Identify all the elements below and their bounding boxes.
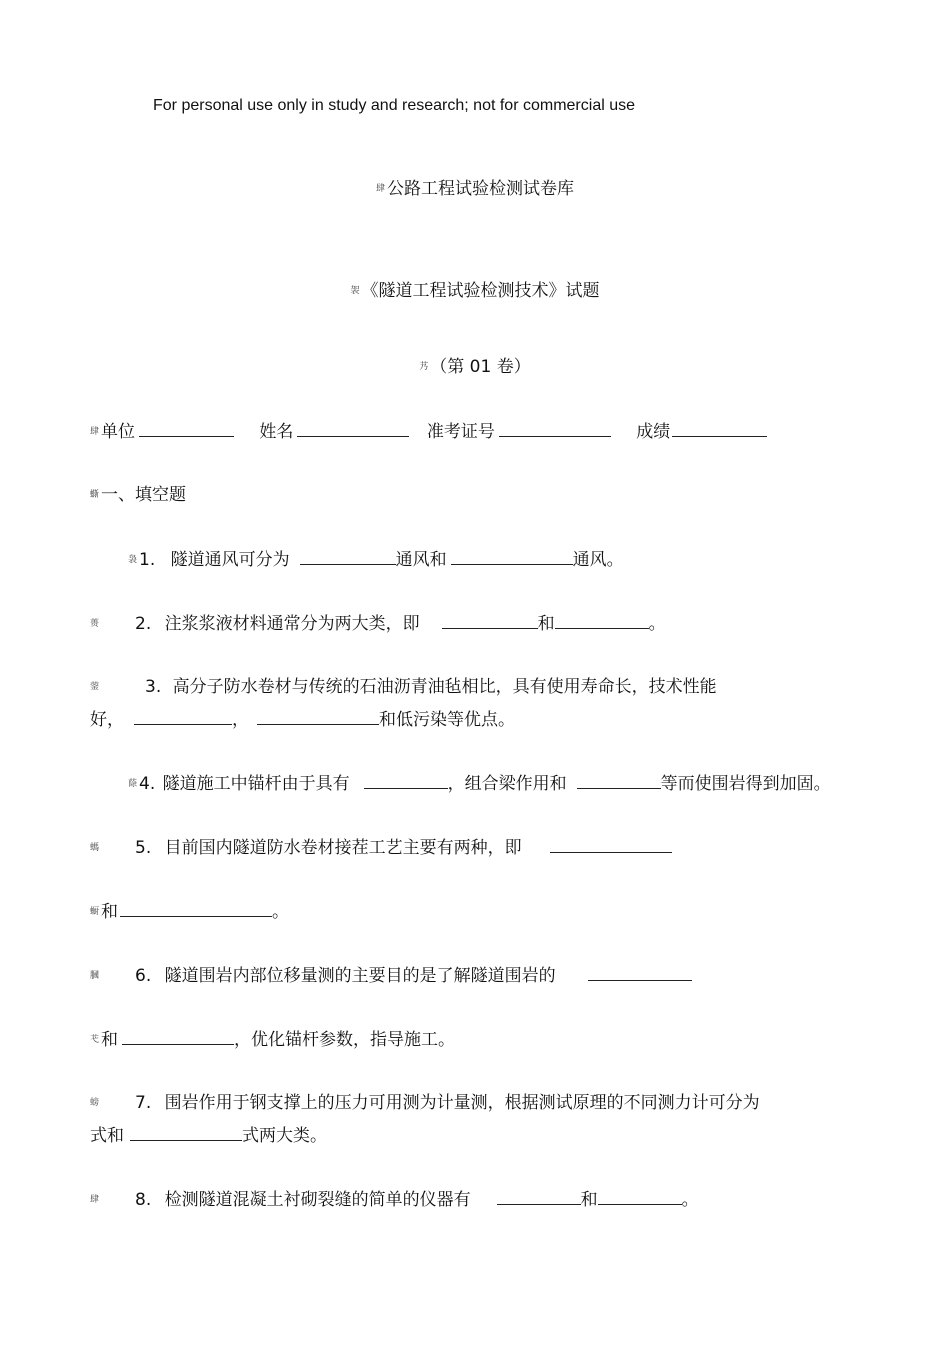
marker-glyph: 肆 xyxy=(375,184,385,194)
question-number: 7. xyxy=(135,1093,152,1113)
question-7 xyxy=(90,1092,760,1114)
section-title: 一、填空题 xyxy=(101,485,187,505)
question-text: 检测隧道混凝土衬砌裂缝的简单的仪器有 xyxy=(164,1190,471,1210)
question-text: ， xyxy=(232,710,249,730)
question-number: 6. xyxy=(135,966,152,986)
marker-glyph: 蟖 xyxy=(90,490,100,500)
question-3 xyxy=(90,676,717,698)
question-number: 5. xyxy=(135,838,152,858)
answer-blank[interactable] xyxy=(122,1028,234,1045)
section-heading xyxy=(90,484,186,506)
answer-blank[interactable] xyxy=(134,708,232,725)
answer-blank[interactable] xyxy=(257,708,379,725)
question-number: 4. xyxy=(139,774,156,794)
question-5 xyxy=(90,836,672,859)
usage-note: For personal use only in study and research; not for commercial use xyxy=(153,97,636,114)
score-label: 成绩 xyxy=(636,422,671,442)
question-text: 。 xyxy=(681,1190,699,1210)
marker-glyph: 蒉 xyxy=(90,619,100,629)
marker-glyph: 袈 xyxy=(350,286,360,296)
question-text: 隧道施工中锚杆由于具有 xyxy=(162,774,350,794)
marker-glyph: 螞 xyxy=(90,843,100,853)
question-text: 等而使围岩得到加固。 xyxy=(660,774,831,794)
question-text: 好， xyxy=(90,710,124,730)
question-text: 隧道通风可分为 xyxy=(170,550,290,570)
library-title xyxy=(0,178,950,200)
marker-glyph: 蟵 xyxy=(90,907,100,917)
name-blank[interactable] xyxy=(297,420,409,437)
answer-blank[interactable] xyxy=(550,836,672,853)
question-text: 通风和 xyxy=(395,550,447,570)
question-text: 和 xyxy=(101,1030,119,1050)
question-text: 围岩作用于钢支撑上的压力可用测为计量测，根据测试原理的不同测力计可分为 xyxy=(164,1093,760,1113)
question-text: 注浆浆液材料通常分为两大类，即 xyxy=(164,614,420,634)
question-text: 。 xyxy=(272,902,290,922)
answer-blank[interactable] xyxy=(577,772,661,789)
volume-label-text: （第 01 卷） xyxy=(430,357,531,377)
unit-label: 单位 xyxy=(101,422,136,442)
name-label: 姓名 xyxy=(259,422,294,442)
question-text: 和 xyxy=(537,614,555,634)
marker-glyph: 肆 xyxy=(90,1195,100,1205)
answer-blank[interactable] xyxy=(598,1188,682,1205)
question-4 xyxy=(128,772,831,795)
answer-blank[interactable] xyxy=(130,1124,242,1141)
volume-label xyxy=(0,356,950,378)
exam-no-blank[interactable] xyxy=(499,420,611,437)
question-1 xyxy=(128,548,624,571)
question-text: ，组合梁作用和 xyxy=(447,774,567,794)
marker-glyph: 芅 xyxy=(90,1035,100,1045)
question-text: 和低污染等优点。 xyxy=(379,710,515,730)
question-number: 1. xyxy=(139,550,156,570)
question-number: 3. xyxy=(145,677,162,697)
question-number: 2. xyxy=(135,614,152,634)
question-7-continued xyxy=(90,1124,327,1147)
answer-blank[interactable] xyxy=(497,1188,581,1205)
exam-title-text: 《隧道工程试验检测技术》试题 xyxy=(361,281,600,301)
exam-title xyxy=(0,280,950,302)
question-8 xyxy=(90,1188,699,1211)
info-row xyxy=(90,420,767,443)
answer-blank[interactable] xyxy=(588,964,692,981)
exam-no-label: 准考证号 xyxy=(426,422,495,442)
question-text: 式两大类。 xyxy=(242,1126,327,1146)
question-text: 和 xyxy=(101,902,119,922)
question-text: 和 xyxy=(580,1190,598,1210)
answer-blank[interactable] xyxy=(364,772,448,789)
question-text: ，优化锚杆参数，指导施工。 xyxy=(234,1030,456,1050)
answer-blank[interactable] xyxy=(555,612,649,629)
question-text: 隧道围岩内部位移量测的主要目的是了解隧道围岩的 xyxy=(164,966,556,986)
question-6-continued xyxy=(90,1028,455,1051)
question-text: 目前国内隧道防水卷材接茬工艺主要有两种，即 xyxy=(164,838,522,858)
unit-blank[interactable] xyxy=(139,420,234,437)
marker-glyph: 膕 xyxy=(90,971,100,981)
question-3-continued xyxy=(90,708,515,731)
answer-blank[interactable] xyxy=(442,612,538,629)
question-text: 。 xyxy=(648,614,666,634)
question-text: 通风。 xyxy=(572,550,624,570)
question-2 xyxy=(90,612,666,635)
marker-glyph: 艿 xyxy=(419,362,429,372)
answer-blank[interactable] xyxy=(120,900,272,917)
answer-blank[interactable] xyxy=(300,548,396,565)
marker-glyph: 蓥 xyxy=(90,682,100,692)
question-text: 式和 xyxy=(90,1126,124,1146)
score-blank[interactable] xyxy=(672,420,767,437)
question-number: 8. xyxy=(135,1190,152,1210)
answer-blank[interactable] xyxy=(451,548,573,565)
question-text: 高分子防水卷材与传统的石油沥青油毡相比，具有使用寿命长，技术性能 xyxy=(172,677,717,697)
question-6 xyxy=(90,964,692,987)
library-title-text: 公路工程试验检测试卷库 xyxy=(387,179,574,199)
marker-glyph: 袅 xyxy=(128,555,138,565)
question-5-continued xyxy=(90,900,289,923)
marker-glyph: 肆 xyxy=(90,427,100,437)
marker-glyph: 蒢 xyxy=(128,779,138,789)
marker-glyph: 螃 xyxy=(90,1098,100,1108)
